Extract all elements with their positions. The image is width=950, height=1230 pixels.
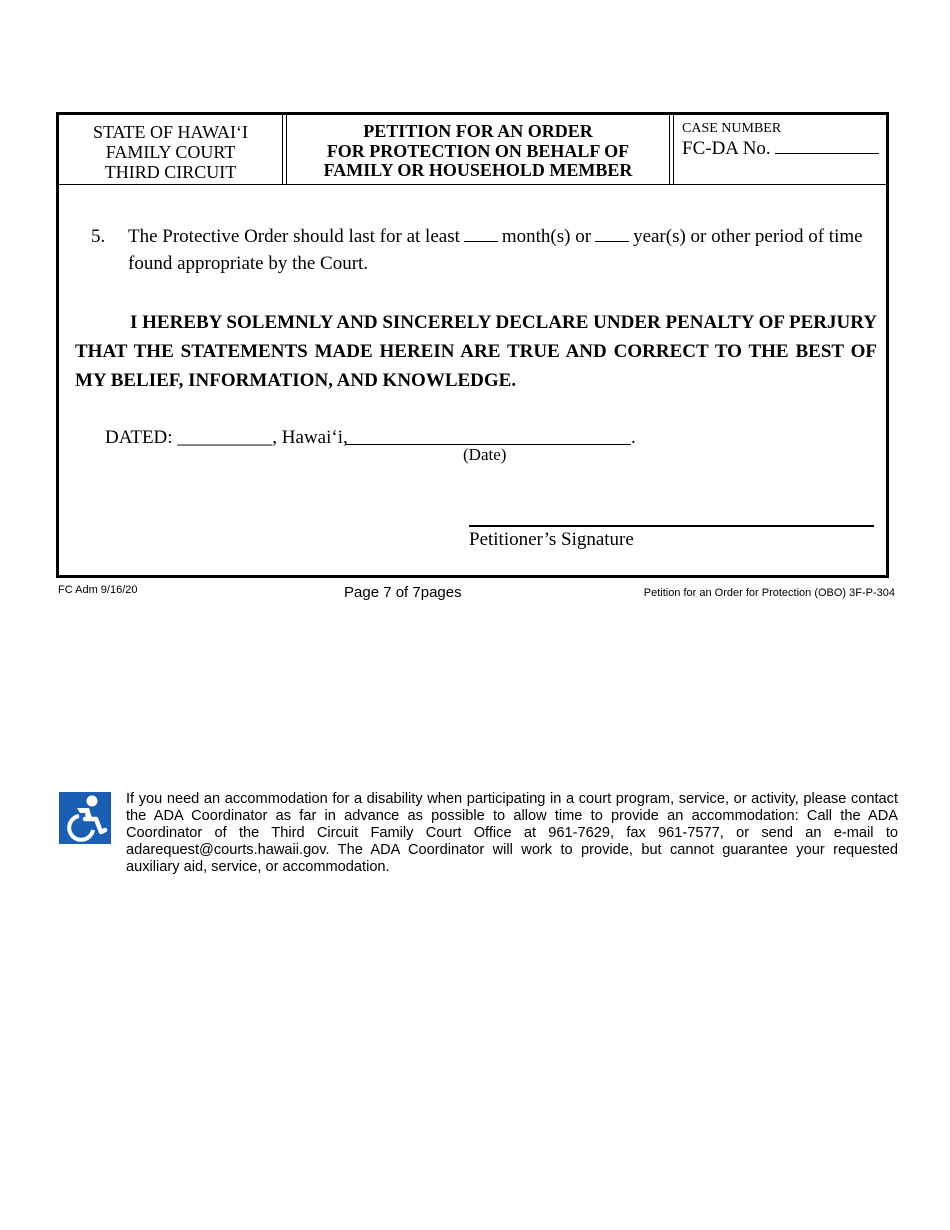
form-header (59, 115, 886, 185)
court-name (59, 115, 282, 184)
title-line-1: PETITION FOR AN ORDER (363, 121, 593, 141)
accessibility-icon (59, 792, 111, 844)
ada-notice: If you need an accommodation for a disability when participating in a court program, service, or activity, please contact the ADA Coordinator as far in advance as possible to allow time to provide an accommodation: Call the ADA Coordinator of the Third Circuit Family Court Office at 961-7629, fax 961-7577, or send an e-mail to adarequest@courts.hawaii.gov. The ADA Coordinator will work to provide, but cannot guarantee your requested auxiliary aid, service, or accommodation. (126, 791, 898, 875)
page-number: Page 7 of 7pages (344, 584, 462, 601)
petition-form (56, 112, 889, 578)
months-blank[interactable] (464, 241, 498, 242)
years-blank[interactable] (595, 241, 629, 242)
perjury-declaration: I HEREBY SOLEMNLY AND SINCERELY DECLARE UNDER PENALTY OF PERJURY THAT THE STATEMENTS MADE HEREIN ARE TRUE AND CORRECT TO THE BEST OF MY BELIEF, INFORMATION, AND KNOWLEDGE. (75, 312, 877, 391)
court-type: FAMILY COURT (105, 142, 236, 162)
signature-caption: Petitioner’s Signature (469, 529, 634, 550)
item-5-part2: month(s) or (501, 226, 592, 247)
item-5-text (128, 223, 871, 277)
item-5-part3: year(s) or other period of time found appropriate by the Court. (128, 226, 863, 274)
item-number: 5. (91, 226, 106, 247)
signature-field[interactable] (469, 525, 874, 527)
case-number-label: CASE NUMBER (682, 121, 782, 136)
court-circuit: THIRD CIRCUIT (104, 162, 237, 182)
item-5-part1: The Protective Order should last for at least (128, 226, 460, 247)
case-number-field[interactable] (682, 137, 889, 161)
footer-form-date: FC Adm 9/16/20 (58, 584, 138, 596)
case-prefix: FC-DA No. (682, 138, 771, 159)
form-title (282, 115, 674, 184)
title-line-3: FAMILY OR HOUSEHOLD MEMBER (323, 160, 633, 180)
item-5 (91, 223, 871, 277)
case-number-box (674, 115, 889, 184)
dated-label: DATED: __________, Hawai‘i, (105, 427, 348, 448)
date-caption: (Date) (463, 445, 507, 464)
dated-period: . (631, 427, 636, 448)
footer-form-id: Petition for an Order for Protection (OBO) 3F-P-304 (643, 587, 895, 599)
case-number-blank[interactable] (775, 153, 879, 154)
title-line-2: FOR PROTECTION ON BEHALF OF (326, 140, 630, 161)
court-state: STATE OF HAWAI‘I (92, 122, 249, 142)
